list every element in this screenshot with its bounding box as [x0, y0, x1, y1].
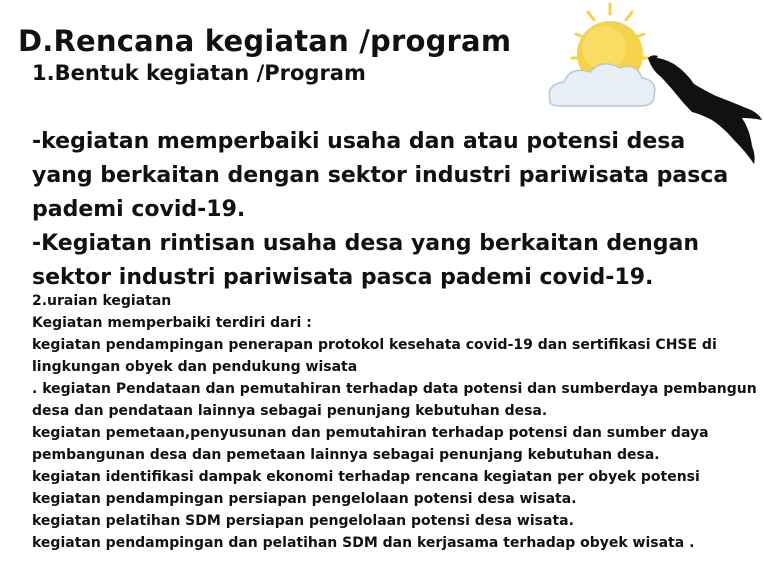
list-item: lingkungan obyek dan pendukung wisata [32, 359, 358, 375]
list-item: . kegiatan Pendataan dan pemutahiran terhadap data potensi dan sumberdaya pembangun [32, 381, 757, 397]
intro-line: sektor industri pariwisata pasca pademi covid-19. [32, 265, 654, 290]
decoration-illustration [536, 0, 764, 170]
list-item: kegiatan pendampingan dan pelatihan SDM dan kerjasama terhadap obyek wisata . [32, 535, 695, 551]
intro-line: -kegiatan memperbaiki usaha dan atau potensi desa [32, 129, 686, 154]
list-item: kegiatan identifikasi dampak ekonomi terhadap rencana kegiatan per obyek potensi [32, 469, 700, 485]
section-1-title: 1.Bentuk kegiatan /Program [32, 61, 366, 85]
section-2-title: 2.uraian kegiatan [32, 293, 172, 309]
intro-line: -Kegiatan rintisan usaha desa yang berkaitan dengan [32, 231, 700, 256]
intro-line: yang berkaitan dengan sektor industri pariwisata pasca [32, 163, 729, 188]
intro-line: pademi covid-19. [32, 197, 246, 222]
list-item: kegiatan pendampingan persiapan pengelolaan potensi desa wisata. [32, 491, 577, 507]
list-item: kegiatan pemetaan,penyusunan dan pemutahiran terhadap potensi dan sumber daya [32, 425, 709, 441]
page-title: D.Rencana kegiatan /program [18, 24, 512, 58]
bird-icon [648, 55, 762, 164]
list-item: kegiatan pendampingan penerapan protokol kesehata covid-19 dan sertifikasi CHSE di [32, 337, 717, 353]
cloud-icon [549, 64, 655, 106]
section-2-intro: Kegiatan memperbaiki terdiri dari : [32, 315, 312, 331]
list-item: desa dan pendataan lainnya sebagai penunjang kebutuhan desa. [32, 403, 548, 419]
list-item: kegiatan pelatihan SDM persiapan pengelolaan potensi desa wisata. [32, 513, 574, 529]
list-item: pembangunan desa dan pemetaan lainnya sebagai penunjang kebutuhan desa. [32, 447, 660, 463]
